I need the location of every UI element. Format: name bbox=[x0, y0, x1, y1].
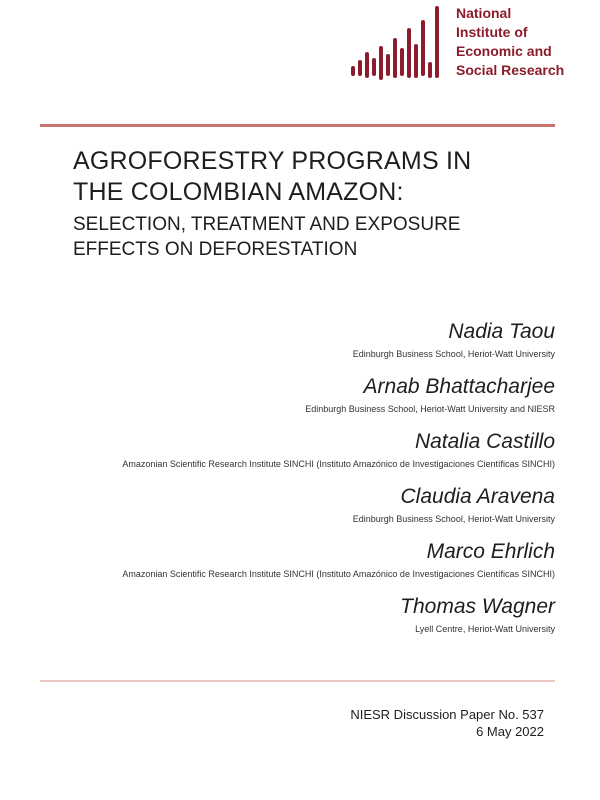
niesr-logo bbox=[350, 2, 575, 82]
logo-wordmark bbox=[456, 4, 564, 80]
author-list bbox=[35, 318, 555, 648]
title-subtitle bbox=[73, 212, 553, 262]
title-main bbox=[73, 146, 553, 208]
discussion-paper-number: NIESR Discussion Paper No. 537 bbox=[350, 707, 544, 722]
author-name: Thomas Wagner bbox=[400, 595, 555, 618]
top-divider bbox=[40, 124, 555, 127]
author-affiliation: Amazonian Scientific Research Institute SINCHI (Instituto Amazónico de Investigaciones Científicas SINCHI) bbox=[122, 569, 555, 579]
logo-line: Institute of bbox=[456, 24, 528, 40]
author-entry bbox=[35, 483, 555, 538]
author-name: Marco Ehrlich bbox=[426, 540, 555, 563]
publication-date: 6 May 2022 bbox=[476, 724, 544, 739]
author-entry bbox=[35, 373, 555, 428]
author-name: Natalia Castillo bbox=[414, 430, 555, 453]
logo-line: Economic and bbox=[456, 43, 552, 59]
subtitle-line: SELECTION, TREATMENT AND EXPOSURE bbox=[73, 214, 461, 235]
author-name: Claudia Aravena bbox=[400, 485, 555, 508]
logo-line: Social Research bbox=[456, 62, 565, 78]
author-entry bbox=[35, 318, 555, 373]
author-affiliation: Amazonian Scientific Research Institute SINCHI (Instituto Amazónico de Investigaciones Científicas SINCHI) bbox=[122, 459, 555, 469]
paper-info bbox=[350, 706, 544, 740]
author-affiliation: Edinburgh Business School, Heriot-Watt University and NIESR bbox=[305, 404, 555, 414]
author-affiliation: Lyell Centre, Heriot-Watt University bbox=[415, 624, 555, 634]
logo-line: National bbox=[456, 5, 512, 21]
bottom-divider bbox=[40, 680, 555, 682]
author-affiliation: Edinburgh Business School, Heriot-Watt University bbox=[352, 514, 555, 524]
author-name: Arnab Bhattacharjee bbox=[363, 375, 555, 398]
author-entry bbox=[35, 428, 555, 483]
title-line: AGROFORESTRY PROGRAMS IN bbox=[73, 147, 472, 175]
author-entry bbox=[35, 593, 555, 648]
paper-title bbox=[73, 146, 553, 262]
author-affiliation: Edinburgh Business School, Heriot-Watt University bbox=[352, 349, 555, 359]
subtitle-line: EFFECTS ON DEFORESTATION bbox=[73, 239, 358, 260]
title-line: THE COLOMBIAN AMAZON: bbox=[73, 178, 404, 206]
bar-chart-logo-icon bbox=[350, 2, 450, 82]
author-entry bbox=[35, 538, 555, 593]
author-name: Nadia Taou bbox=[448, 320, 555, 343]
